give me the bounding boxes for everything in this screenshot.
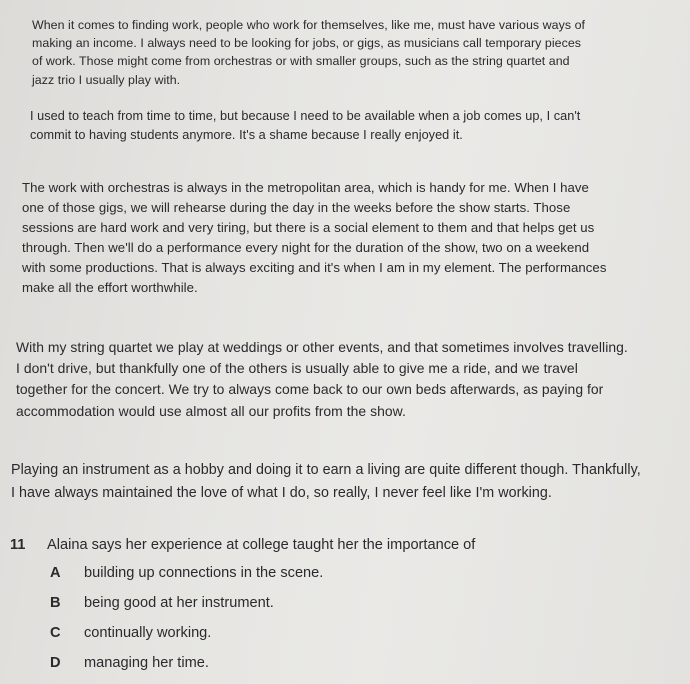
option-letter: B	[50, 595, 61, 611]
answer-option-d[interactable]	[50, 653, 650, 683]
question-number: 11	[10, 537, 26, 553]
answer-option-c[interactable]	[50, 623, 650, 653]
option-text: continually working.	[84, 625, 212, 641]
question-stem	[10, 535, 670, 555]
option-text: building up connections in the scene.	[84, 565, 324, 581]
answer-option-a[interactable]	[50, 563, 650, 593]
option-text: managing her time.	[84, 655, 209, 671]
option-letter: D	[50, 655, 61, 671]
option-letter: A	[50, 565, 61, 581]
answer-options	[50, 563, 650, 683]
passage-paragraph-2: I used to teach from time to time, but because I need to be available when a job comes up, I can't commit to having students anymore. It's a shame because I really enjoyed it.	[30, 109, 581, 142]
question-text: Alaina says her experience at college taught her the importance of	[47, 537, 476, 553]
passage-paragraph-3: The work with orchestras is always in the metropolitan area, which is handy for me. When I have one of those gigs, we will rehearse during the day in the weeks before the show starts. Those sessions are hard work and very tiring, but there is a social element to them and that helps get us through. Then we'll do a performance every night for the duration of the show, two on a weekend with some productions. That is always exciting and it's when I am in my element. The performances make all the effort worthwhile.	[22, 180, 607, 295]
passage-paragraph-5: Playing an instrument as a hobby and doing it to earn a living are quite different though. Thankfully, I have always maintained the love of what I do, so really, I never feel like I'm working.	[11, 462, 641, 501]
passage-paragraph-4: With my string quartet we play at weddings or other events, and that sometimes involves travelling. I don't drive, but thankfully one of the others is usually able to give me a ride, and we travel together for the concert. We try to always come back to our own beds afterwards, as paying for accommodation would use almost all our profits from the show.	[16, 339, 628, 419]
passage-paragraph-1: When it comes to finding work, people who work for themselves, like me, must have various ways of making an income. I always need to be looking for jobs, or gigs, as musicians call temporary pieces of work. Those might come from orchestras or with smaller groups, such as the string quartet and jazz trio I usually play with.	[32, 18, 586, 87]
option-text: being good at her instrument.	[84, 595, 274, 611]
answer-option-b[interactable]	[50, 593, 650, 623]
option-letter: C	[50, 625, 61, 641]
